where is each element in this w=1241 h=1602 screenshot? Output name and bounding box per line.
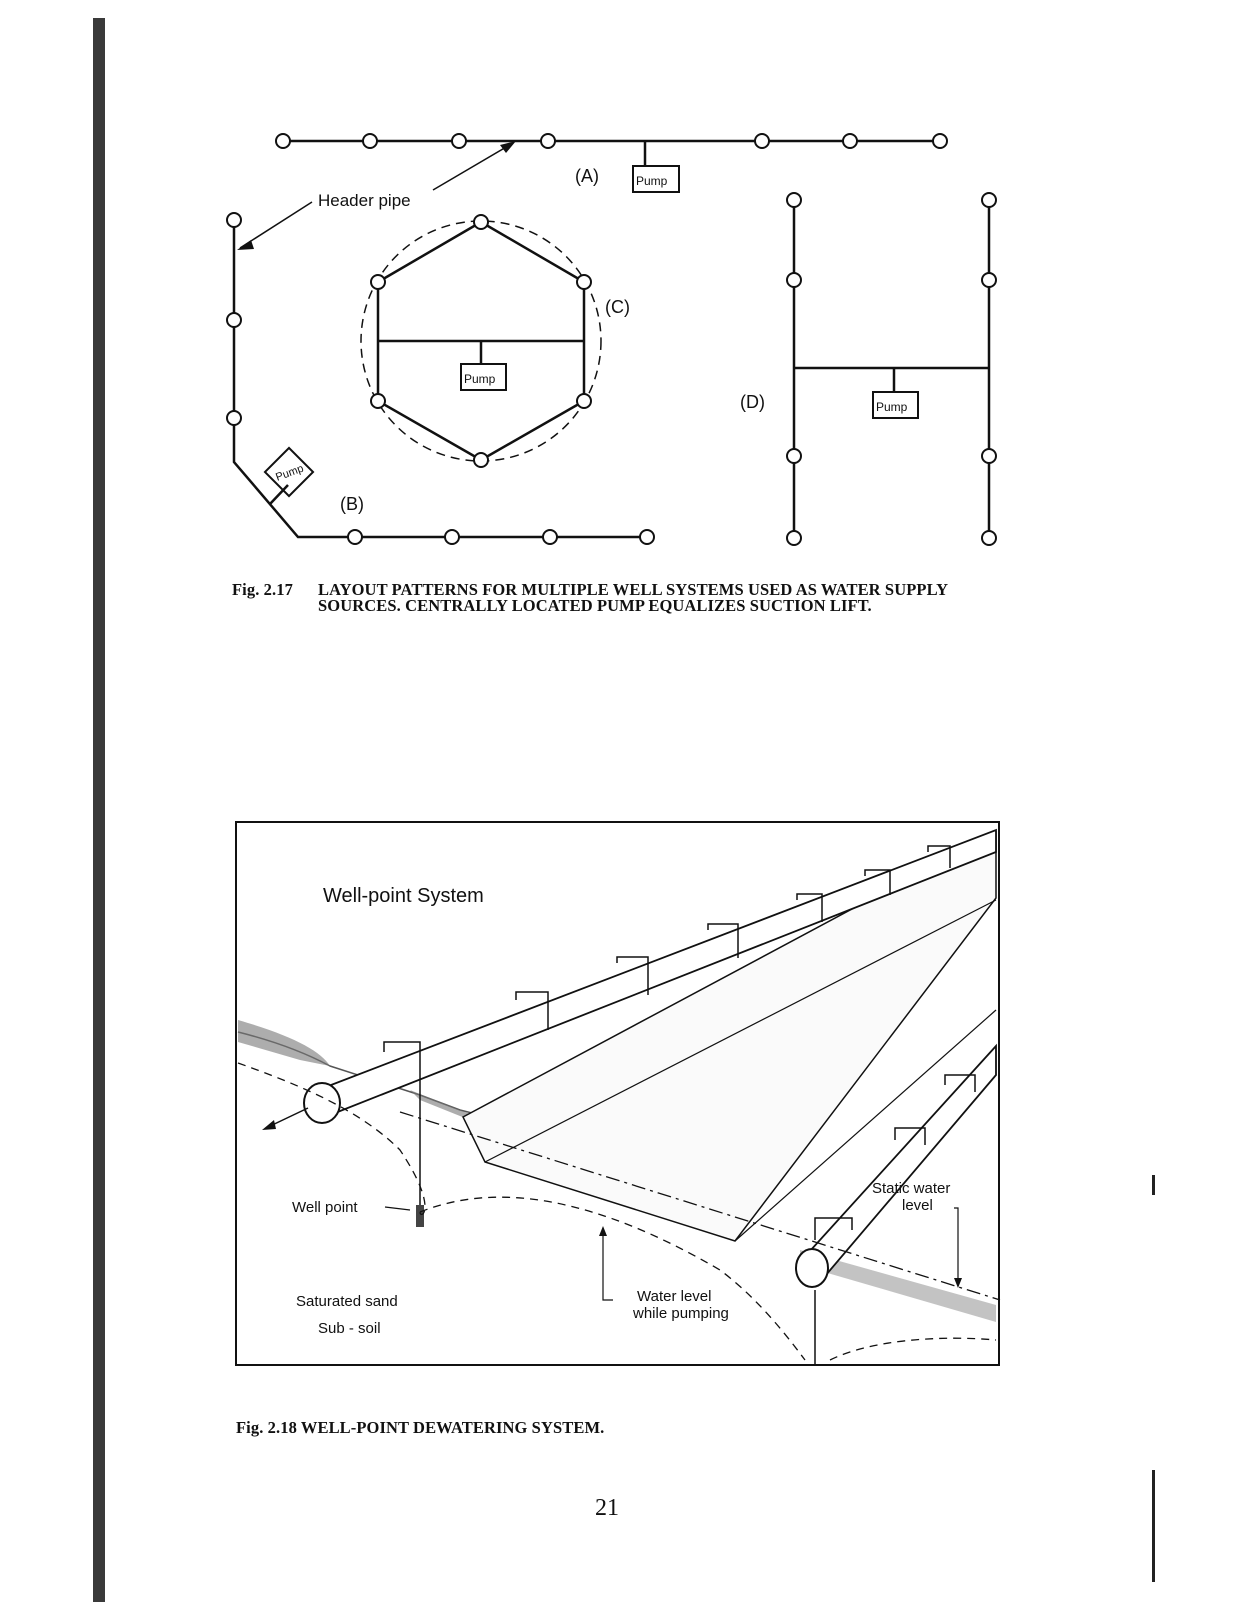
well-point-tip: [416, 1205, 424, 1227]
header-pipe-arrow-a: [433, 143, 513, 190]
figure-2-18-drawing: [236, 822, 1000, 1365]
while-pumping-label: while pumping: [633, 1305, 729, 1322]
pump-label-c: Pump: [464, 372, 496, 386]
figure-2-17-caption-number: Fig. 2.17: [232, 580, 293, 599]
well-point-system-title: Well-point System: [323, 885, 484, 907]
page-number: 21: [595, 1495, 619, 1521]
header-pipe-label: Header pipe: [318, 191, 411, 210]
label-c: (C): [605, 297, 630, 317]
figure-2-17-caption-text: LAYOUT PATTERNS FOR MULTIPLE WELL SYSTEMS USED AS WATER SUPPLY SOURCES. CENTRALLY LOCATED PUMP EQUALIZES SUCTION LIFT.: [318, 580, 948, 615]
water-level-label: Water level: [637, 1288, 712, 1305]
label-b: (B): [340, 494, 364, 514]
saturated-sand-label: Saturated sand: [296, 1293, 398, 1310]
sub-soil-label: Sub - soil: [318, 1320, 381, 1337]
pump-label-d: Pump: [876, 400, 908, 414]
figure-2-18-caption: Fig. 2.18 WELL-POINT DEWATERING SYSTEM.: [236, 1418, 605, 1437]
label-a: (A): [575, 166, 599, 186]
pump-label-b: Pump: [274, 462, 306, 484]
static-water-label: Static water: [872, 1180, 951, 1197]
header-pipe-second-end: [796, 1249, 828, 1287]
pump-label-a: Pump: [636, 174, 668, 188]
layout-b-pump-link: [270, 485, 288, 504]
well-point-label: Well point: [292, 1199, 358, 1216]
static-level-label: level: [902, 1197, 933, 1214]
label-d: (D): [740, 392, 765, 412]
